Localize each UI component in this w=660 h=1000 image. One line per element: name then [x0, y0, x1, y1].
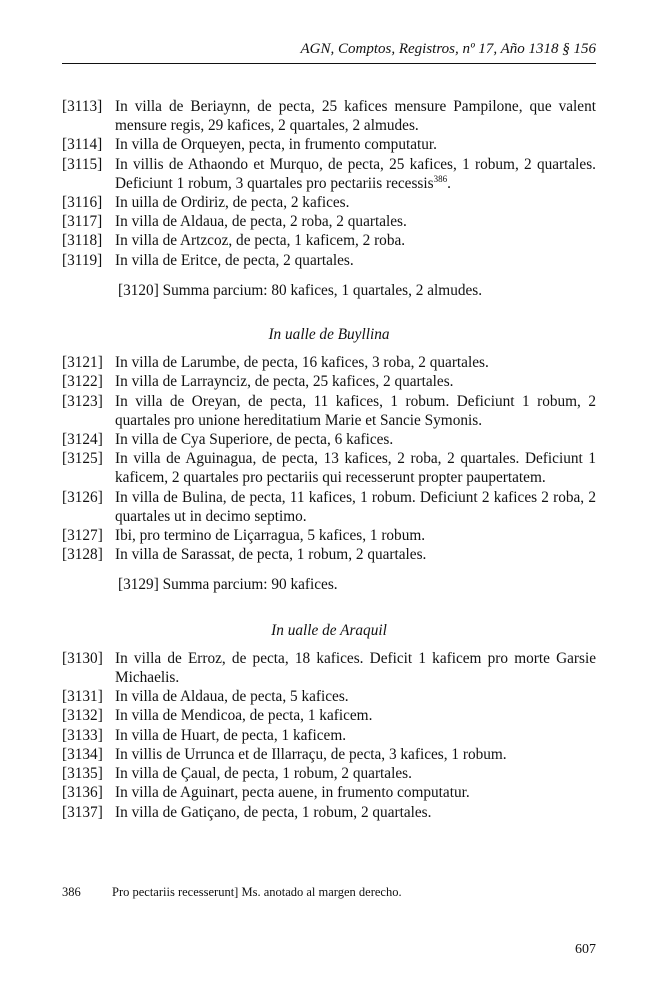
entry — [62, 193, 596, 212]
entry-text: Ibi, pro termino de Liçarragua, 5 kafices, 1 robum. — [115, 527, 426, 545]
entry-text: In villa de Orqueyen, pecta, in frumento computatur. — [115, 136, 437, 154]
entry-text: In villa de Beriaynn, de pecta, 25 kafices mensure Pampilone, que valent mensure regis, 29 kafices, 2 quartales, 2 almudes. — [115, 98, 596, 135]
entry — [62, 526, 596, 545]
entry-number: [3113] — [62, 98, 103, 115]
entry — [62, 687, 596, 706]
entry — [62, 488, 596, 526]
entry-text: In villa de Gatiçano, de pecta, 1 robum, 2 quartales. — [115, 803, 432, 821]
entry — [62, 745, 596, 764]
entry-number: [3125] — [62, 450, 103, 468]
entry-number: [3122] — [62, 373, 103, 391]
entry-text: In uilla de Ordiriz, de pecta, 2 kafices. — [115, 194, 350, 212]
entry-text: In villis de Athaondo et Murquo, de pecta, 25 kafices, 1 robum, 2 quartales. Deficiunt 1 robum, 3 quartales pro pectariis recessis — [115, 155, 596, 192]
entry-number: [3121] — [62, 354, 103, 372]
entry — [62, 706, 596, 725]
entry-number: [3115] — [62, 155, 103, 173]
entry — [62, 545, 596, 564]
footnote-reference[interactable]: 386 — [433, 173, 448, 184]
entry-number: [3119] — [62, 251, 103, 269]
entry — [62, 392, 596, 430]
entry-text: In villa de Erroz, de pecta, 18 kafices. Deficit 1 kaficem pro morte Garsie Michaelis. — [115, 649, 596, 687]
entry — [62, 372, 596, 391]
entry-number: [3130] — [62, 649, 103, 667]
entry — [62, 135, 596, 154]
entry — [62, 155, 596, 193]
header-rule — [62, 63, 596, 64]
entry-text: In villa de Larumbe, de pecta, 16 kafices, 3 roba, 2 quartales. — [115, 354, 489, 372]
entry-number: [3126] — [62, 488, 103, 506]
entry — [62, 231, 596, 250]
footnote-number: 386 — [62, 885, 81, 899]
body-text — [62, 97, 596, 822]
entry-text: In villa de Aguinagua, de pecta, 13 kafices, 2 roba, 2 quartales. Deficiunt 1 kaficem, 2 quartales pro pectariis qui recesserunt propter paupertatem. — [115, 450, 596, 487]
entry-number: [3128] — [62, 546, 103, 564]
entry-number: [3127] — [62, 527, 103, 545]
section-title: In ualle de Araquil — [271, 621, 387, 639]
entry — [62, 803, 596, 822]
footnote — [62, 884, 596, 900]
entry-text: In villa de Sarassat, de pecta, 1 robum, 2 quartales. — [115, 546, 427, 564]
entry-number: [3123] — [62, 392, 103, 410]
entry — [62, 212, 596, 231]
entry — [62, 649, 596, 687]
entry-text: In villa de Larraynciz, de pecta, 25 kafices, 2 quartales. — [115, 373, 454, 391]
entry-number: [3137] — [62, 803, 103, 821]
running-head: AGN, Comptos, Registros, nº 17, Año 1318 § 156 — [300, 41, 596, 57]
entry-text: In villa de Aldaua, de pecta, 5 kafices. — [115, 688, 349, 706]
entry-text: In villa de Aguinart, pecta auene, in frumento computatur. — [115, 784, 470, 802]
entry-text: In villa de Eritce, de pecta, 2 quartales. — [115, 251, 354, 269]
entry-number: [3118] — [62, 232, 103, 250]
entry-text: In villa de Aldaua, de pecta, 2 roba, 2 quartales. — [115, 213, 407, 231]
entry-text: In villa de Artzcoz, de pecta, 1 kaficem, 2 roba. — [115, 232, 406, 250]
section-title: In ualle de Buyllina — [268, 326, 390, 344]
entry — [62, 726, 596, 745]
entry-number: [3132] — [62, 707, 103, 725]
entry — [62, 97, 596, 135]
entry-number: [3135] — [62, 765, 103, 783]
entry-text: In villa de Cya Superiore, de pecta, 6 kafices. — [115, 431, 394, 449]
entry-number: [3133] — [62, 726, 103, 744]
entry — [62, 353, 596, 372]
entry-text: In villa de Bulina, de pecta, 11 kafices, 1 robum. Deficiunt 2 kafices 2 roba, 2 quartales ut in decimo septimo. — [115, 488, 596, 525]
entry-text-end: . — [447, 174, 451, 192]
entry-text: In villa de Oreyan, de pecta, 11 kafices, 1 robum. Deficiunt 1 robum, 2 quartales pro unione hereditatium Marie et Sancie Symonis. — [115, 392, 596, 429]
entry — [62, 251, 596, 270]
entry — [62, 764, 596, 783]
entry-number: [3114] — [62, 136, 103, 154]
footnote-text: Pro pectariis recesserunt] Ms. anotado al margen derecho. — [112, 885, 402, 899]
page-number: 607 — [575, 942, 596, 957]
summa-line: [3120] Summa parcium: 80 kafices, 1 quartales, 2 almudes. — [118, 281, 483, 299]
entry-number: [3131] — [62, 688, 103, 706]
entry-number: [3124] — [62, 431, 103, 449]
entry — [62, 783, 596, 802]
entry-number: [3116] — [62, 194, 103, 212]
entry-text: In villis de Urrunca et de Illarraçu, de pecta, 3 kafices, 1 robum. — [115, 745, 507, 763]
entry-text: In villa de Mendicoa, de pecta, 1 kaficem. — [115, 707, 373, 725]
entry — [62, 430, 596, 449]
entry-number: [3136] — [62, 784, 103, 802]
entry-text: In villa de Çaual, de pecta, 1 robum, 2 quartales. — [115, 765, 412, 783]
entry-number: [3117] — [62, 213, 103, 231]
entry-text: In villa de Huart, de pecta, 1 kaficem. — [115, 726, 347, 744]
summa-line: [3129] Summa parcium: 90 kafices. — [118, 576, 338, 594]
entry-number: [3134] — [62, 745, 103, 763]
entry — [62, 449, 596, 487]
